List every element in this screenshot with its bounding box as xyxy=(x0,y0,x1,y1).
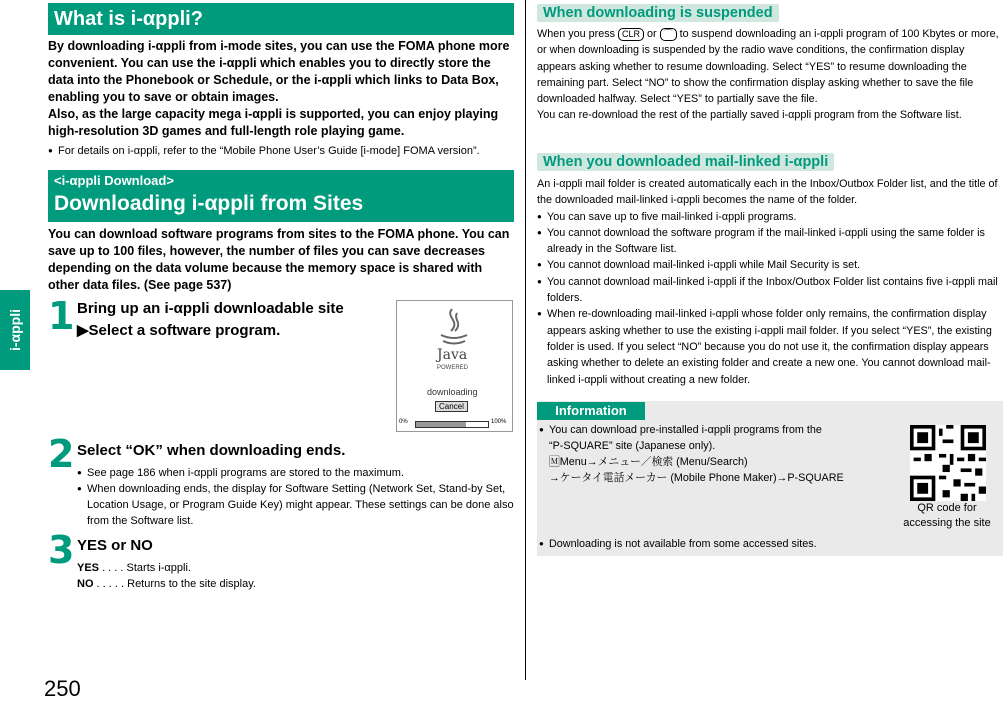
section-title-downloading xyxy=(48,170,514,222)
qr-caption: QR code for accessing the site xyxy=(903,502,991,529)
progress-fill xyxy=(416,422,466,427)
column-divider xyxy=(525,0,526,680)
mail-linked-bullet: ● You cannot download mail-linked i-αppli if the Inbox/Outbox Folder list contains five i-αppli mail folders. xyxy=(537,274,999,307)
information-label: Information xyxy=(537,402,645,420)
mail-linked-bullet: ● You can save up to five mail-linked i-αppli programs. xyxy=(537,209,999,225)
intro-note: ● For details on i-αppli, refer to the “Mobile Phone User’s Guide [i-mode] FOMA version”. xyxy=(48,143,514,159)
heading-suspended: When downloading is suspended xyxy=(537,4,779,22)
step-1-title xyxy=(77,298,387,342)
option-no: NO . . . . . Returns to the site display. xyxy=(77,578,256,590)
step-3-title: YES or NO xyxy=(77,537,153,554)
end-key-icon: ⌒ xyxy=(660,28,677,41)
phone-screen xyxy=(396,300,513,432)
mail-linked-bullet: ● You cannot download mail-linked i-αppli while Mail Security is set. xyxy=(537,257,999,273)
progress-end-label: 100% xyxy=(491,419,507,425)
step-3-options xyxy=(77,560,514,592)
step-2-bullet: ● When downloading ends, the display for Software Setting (Network Set, Stand-by Set, Location Usage, or Program Guide Key) might appear. These settings can be done also from the Software list. xyxy=(77,481,514,529)
step-1-number: 1 xyxy=(48,294,75,338)
download-paragraph: You can download software programs from sites to the FOMA phone. You can save up to 100 files, however, the number of files you can save decreases depending on the data volume because the memory space is shared with other data files. (See page 537) xyxy=(48,227,510,292)
side-tab-label: i-αppli xyxy=(7,308,23,352)
mail-linked-bullet: ● You cannot download the software program if the mail-linked i-αppli using the same folder is already in the Software list. xyxy=(537,225,999,258)
page-number: 250 xyxy=(44,676,81,701)
section-subtitle: <i-αppli Download> xyxy=(54,173,174,188)
java-brand: Java xyxy=(437,347,468,363)
suspended-paragraph: When you press CLR or ⌒ to suspend downloading an i-αppli program of 100 Kbytes or more, or when downloading is suspended by the radio wave conditions, the confirmation display appears asking whether to resume downloading. Select “YES” to resume downloading the remaining part. Select “NO” to show the confirmation display asking whether to save the file downloaded halfway. Select “YES” to partially save the file. xyxy=(537,28,999,106)
clr-key-icon: CLR xyxy=(618,28,644,41)
side-tab xyxy=(0,290,30,370)
qr-code-icon xyxy=(910,425,986,501)
option-yes: YES . . . . Starts i-αppli. xyxy=(77,562,191,574)
progress-start-label: 0% xyxy=(399,419,408,425)
section-title: Downloading i-αppli from Sites xyxy=(54,192,364,215)
step-1-line1: Bring up an i-αppli downloadable site xyxy=(77,300,344,317)
intro-paragraph: By downloading i-αppli from i-mode sites, you can use the FOMA phone more convenient. You can use the i-αppli which enables you to directly store the data into the Phonebook or Schedule, or the i-αppli which links to Data Box, enabling you to save or obtain images. xyxy=(48,39,510,104)
information-bullet-1: ● You can download pre-installed i-αppli programs from the “P-SQUARE” site (Japanese only). 🄼Menu→メニュー／検索 (Menu/Search) →ケータイ電話メーカー (Mobile Phone Maker)→P-SQUARE xyxy=(539,422,899,486)
step-1-line2: ▶Select a software program. xyxy=(77,322,281,339)
step-2-title: Select “OK” when downloading ends. xyxy=(77,442,346,459)
mail-linked-paragraph: An i-αppli mail folder is created automatically each in the Inbox/Outbox Folder list, and the title of the downloaded mail-linked i-αppli becomes the name of the folder. xyxy=(537,178,998,207)
step-2-bullet: ● See page 186 when i-αppli programs are stored to the maximum. xyxy=(77,465,514,481)
suspended-paragraph-2: You can re-download the rest of the partially saved i-αppli program from the Software list. xyxy=(537,109,962,122)
mail-linked-text xyxy=(537,176,999,388)
step-2-number: 2 xyxy=(48,432,75,476)
step-2-notes xyxy=(77,465,514,529)
information-box xyxy=(537,401,1003,556)
java-powered: POWERED xyxy=(437,365,469,371)
information-bullet-2: ● Downloading is not available from some accessed sites. xyxy=(539,536,817,552)
progress-bar xyxy=(415,421,489,428)
mail-linked-bullet: ● When re-downloading mail-linked i-αppli whose folder only remains, the confirmation display appears asking whether to use the existing i-αppli mail folder. If you select “YES”, the existing folder is used. If you select “NO” because you do not use it, the confirmation display appears asking whether to delete an existing folder and create a new one. You cannot download mail-linked i-αppli without creating a new folder. xyxy=(537,306,999,387)
intro-paragraph-2: Also, as the large capacity mega i-αppli is supported, you can enjoy playing high-resolution 3D games and full-length role playing game. xyxy=(48,107,499,138)
download-status: downloading xyxy=(427,387,478,397)
heading-mail-linked: When you downloaded mail-linked i-αppli xyxy=(537,153,834,171)
suspended-text xyxy=(537,26,1003,124)
cancel-button[interactable]: Cancel xyxy=(435,401,468,412)
section-title-what-is: What is i-αppli? xyxy=(48,3,514,35)
step-3-number: 3 xyxy=(48,528,75,572)
intro-block xyxy=(48,38,514,159)
